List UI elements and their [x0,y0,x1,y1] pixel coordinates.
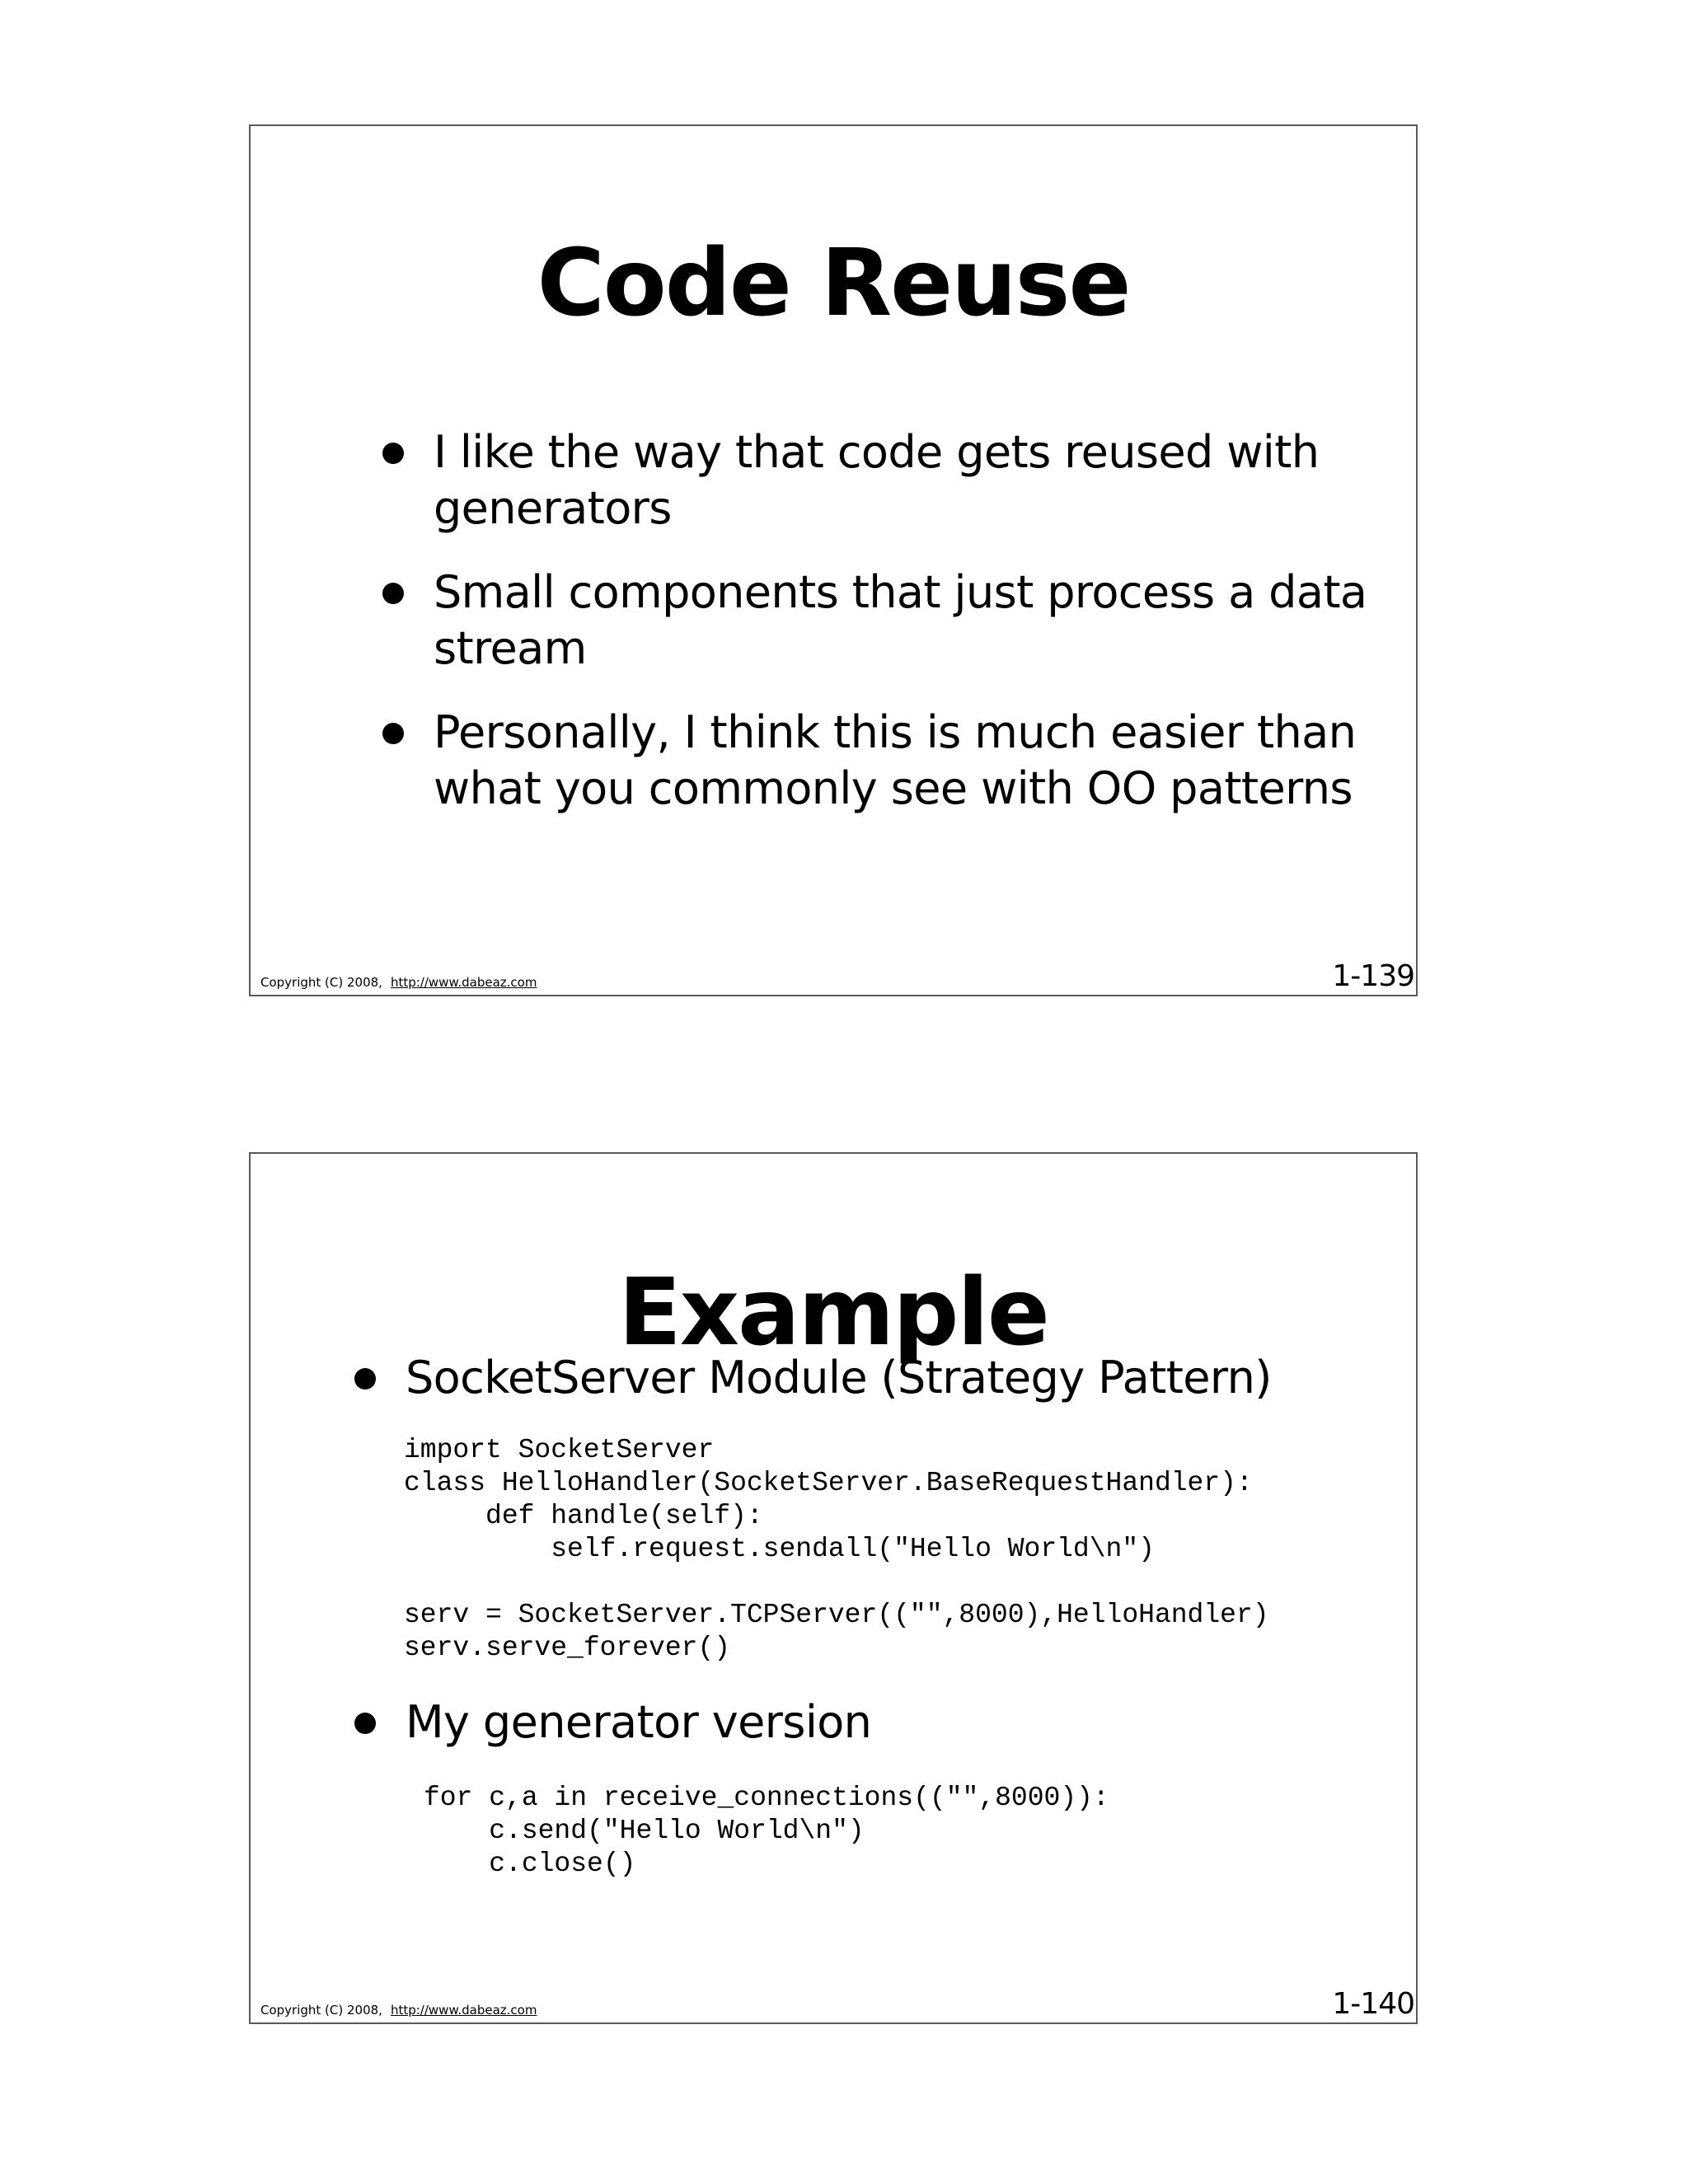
code-block-socketserver: import SocketServer class HelloHandler(SocketServer.BaseRequestHandler): def handle(self): self.request.sendall("Hello World\n") serv = SocketServer.TCPServer(("",8000),HelloHandler) serv.serve_forever() [404,1435,1269,1663]
slide-footer [260,975,537,990]
bullet-text: My generator version [406,1696,872,1748]
website-link[interactable]: http://www.dabeaz.com [390,975,537,990]
bullet-item [382,424,1404,537]
page-number: 1-139 [1332,959,1414,993]
bullet-item [382,705,1404,817]
bullet-item [382,565,1404,677]
code-block-generator: for c,a in receive_connections(("",8000)): c.send("Hello World\n") c.close() [424,1783,1109,1879]
slide-footer [260,2003,537,2018]
website-link[interactable]: http://www.dabeaz.com [390,2003,537,2018]
bullet-icon [382,723,404,744]
copyright-text: Copyright (C) 2008, [260,975,382,990]
page-number: 1-140 [1332,1987,1414,2021]
bullet-text: SocketServer Module (Strategy Pattern) [406,1352,1272,1404]
slide-title: Code Reuse [537,230,1130,338]
slide-code-reuse [249,124,1418,996]
bullet-text: I like the way that code gets reused with generators [434,426,1320,534]
bullet-text: Small components that just process a data stream [434,566,1367,674]
bullet-item [354,1694,871,1750]
slide-example [249,1152,1418,2024]
slide-title: Example [618,1259,1048,1367]
copyright-text: Copyright (C) 2008, [260,2003,382,2018]
bullet-icon [354,1368,376,1390]
bullet-item [354,1350,1272,1406]
bullet-icon [354,1713,376,1734]
bullet-icon [382,583,404,604]
bullet-icon [382,443,404,464]
bullet-list [382,424,1404,845]
bullet-text: Personally, I think this is much easier than what you commonly see with OO patterns [434,706,1357,814]
